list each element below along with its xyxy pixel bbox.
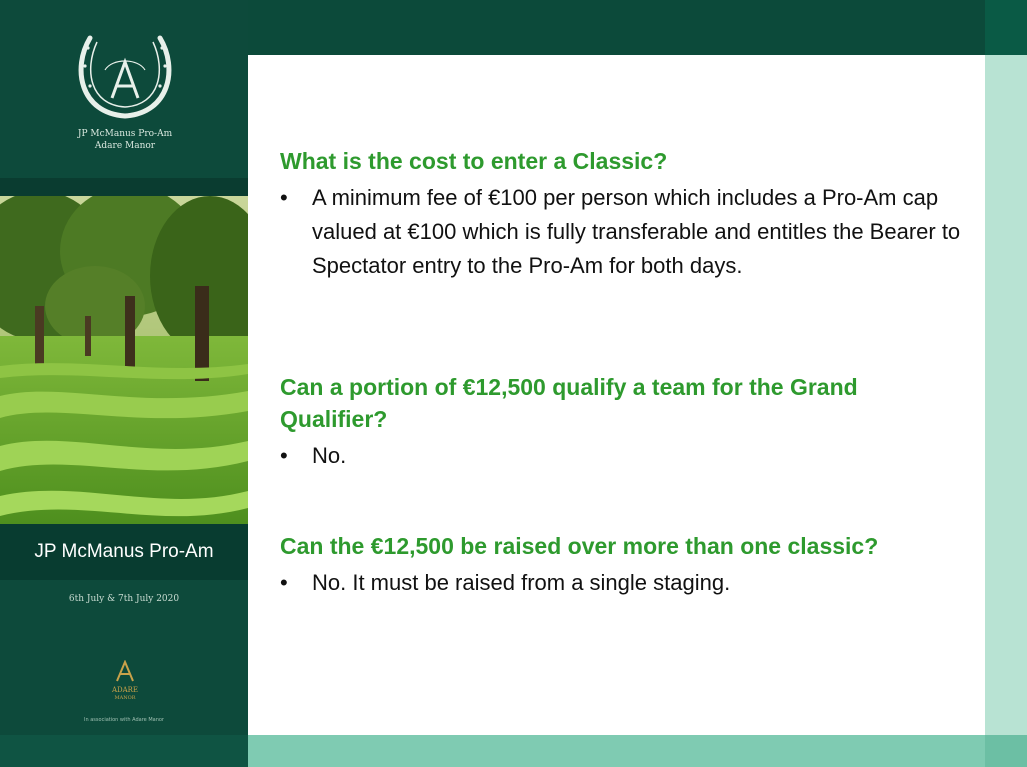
bullet-1: • [280, 185, 288, 210]
horseshoe-icon [70, 28, 180, 128]
association-text: In association with Adare Manor [84, 717, 164, 723]
adare-sub: MANOR [114, 695, 136, 701]
slide-content [248, 55, 985, 735]
question-1: What is the cost to enter a Classic? [280, 148, 668, 174]
answer-2-row [280, 439, 970, 473]
adare-manor-logo [100, 660, 150, 710]
question-2: Can a portion of €12,500 qualify a team for the Grand Qualifier? [280, 374, 858, 432]
answer-3: No. It must be raised from a single staging. [312, 570, 731, 595]
top-band [248, 0, 985, 55]
question-3: Can the €12,500 be raised over more than one classic? [280, 533, 879, 559]
qa-block-3 [280, 530, 970, 600]
event-dates: 6th July & 7th July 2020 [68, 594, 180, 604]
event-title: JP McManus Pro-Am [34, 541, 214, 562]
event-title-box [0, 524, 248, 580]
bottom-left-band [0, 735, 248, 767]
adare-a-icon [113, 660, 137, 682]
right-accent-strip [985, 55, 1027, 735]
qa-block-2 [280, 371, 970, 473]
answer-3-row [280, 566, 970, 600]
right-bottom-corner [985, 735, 1027, 767]
logo-caption [70, 128, 180, 152]
logo-line2: Adare Manor [94, 141, 156, 151]
right-band-top [985, 0, 1027, 55]
golf-course-photo [0, 196, 248, 524]
bullet-2: • [280, 443, 288, 468]
logo-line1: JP McManus Pro-Am [77, 129, 173, 139]
bullet-3: • [280, 570, 288, 595]
answer-2: No. [312, 443, 347, 468]
panel-divider [0, 178, 248, 196]
bottom-accent-band [248, 735, 1027, 767]
adare-name: ADARE [111, 686, 139, 694]
answer-1-row [280, 181, 970, 283]
answer-1: A minimum fee of €100 per person which includes a Pro-Am cap valued at €100 which is fully transferable and entitles the Bearer to Spectator entry to the Pro-Am for both days. [312, 185, 961, 278]
pro-am-logo [70, 28, 180, 163]
qa-block-1 [280, 145, 970, 283]
left-panel [0, 0, 248, 735]
